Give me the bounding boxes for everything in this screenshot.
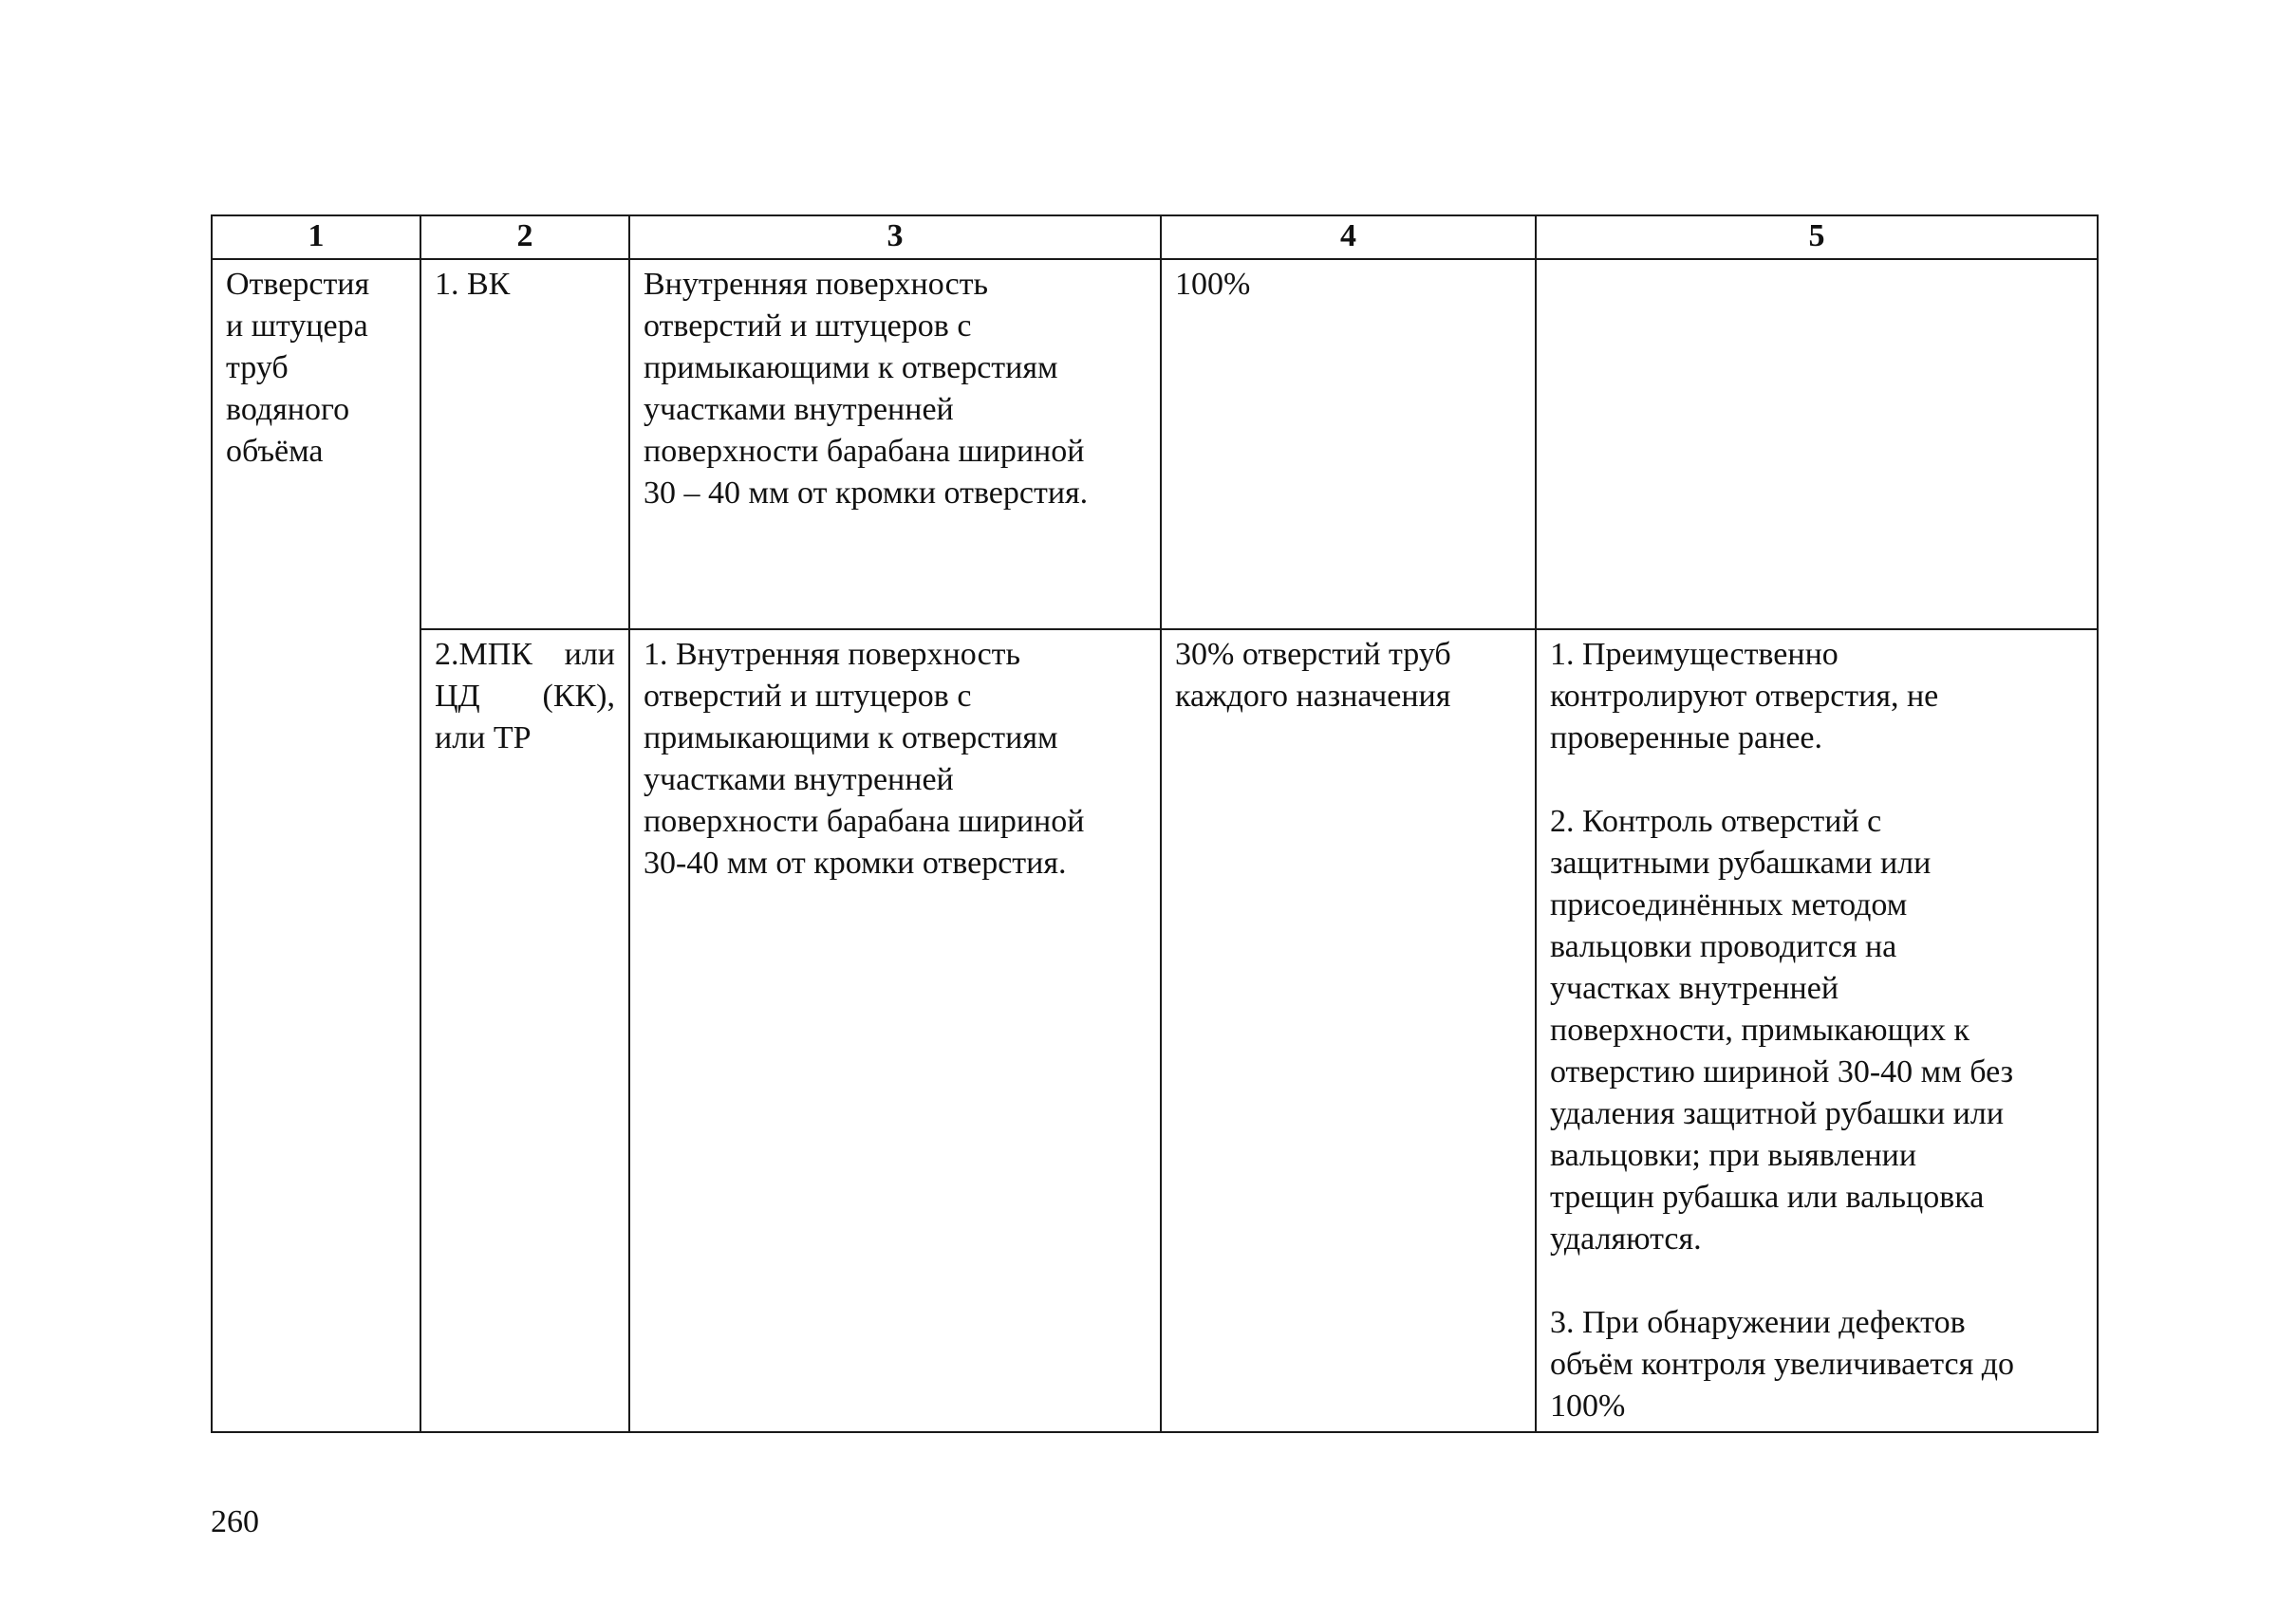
scope-text: 100% bbox=[1175, 267, 1251, 302]
page-number: 260 bbox=[211, 1504, 259, 1539]
zone-text: Внутренняя поверхность отверстий и штуцеров с примыкающими к отверстиям участками внутренней поверхности барабана шириной 30 – 40 мм от кромки отверстия. bbox=[644, 267, 1089, 511]
method-cell bbox=[420, 259, 629, 629]
scope-text: 30% отверстий труб каждого назначения bbox=[1175, 637, 1451, 714]
column-header-3: 3 bbox=[629, 215, 1161, 259]
inspection-table bbox=[211, 214, 2099, 1433]
zone-cell bbox=[629, 629, 1161, 1432]
column-header-1: 1 bbox=[212, 215, 420, 259]
note-paragraph-1: 1. Преимущественно контролируют отверстия, не проверенные ранее. bbox=[1550, 637, 1939, 755]
method-cell bbox=[420, 629, 629, 1432]
column-header-2: 2 bbox=[420, 215, 629, 259]
notes-cell bbox=[1536, 629, 2098, 1432]
zone-cell bbox=[629, 259, 1161, 629]
scope-cell bbox=[1161, 259, 1536, 629]
note-paragraph-3: 3. При обнаружении дефектов объём контроля увеличивается до 100% bbox=[1550, 1305, 2015, 1424]
object-cell bbox=[212, 259, 420, 1432]
column-header-5: 5 bbox=[1536, 215, 2098, 259]
method-text: 1. ВК bbox=[435, 267, 511, 302]
table-row bbox=[212, 259, 2098, 629]
table-row bbox=[212, 629, 2098, 1432]
scope-cell bbox=[1161, 629, 1536, 1432]
notes-cell bbox=[1536, 259, 2098, 629]
object-text: Отверстия и штуцера труб водяного объёма bbox=[226, 267, 370, 469]
method-text: 2.МПК или ЦД (КК), или ТР bbox=[435, 637, 615, 755]
table-header-row bbox=[212, 215, 2098, 259]
column-header-4: 4 bbox=[1161, 215, 1536, 259]
zone-text: 1. Внутренняя поверхность отверстий и штуцеров с примыкающими к отверстиям участками внутренней поверхности барабана шириной 30-40 мм от кромки отверстия. bbox=[644, 637, 1085, 881]
note-paragraph-2: 2. Контроль отверстий с защитными рубашками или присоединённых методом вальцовки проводится на участках внутренней поверхности, примыкающих к отверстию шириной 30-40 мм без удаления защитной рубашки или вальцовки; при выявлении трещин рубашка или вальцовка удаляются. bbox=[1550, 804, 2014, 1257]
